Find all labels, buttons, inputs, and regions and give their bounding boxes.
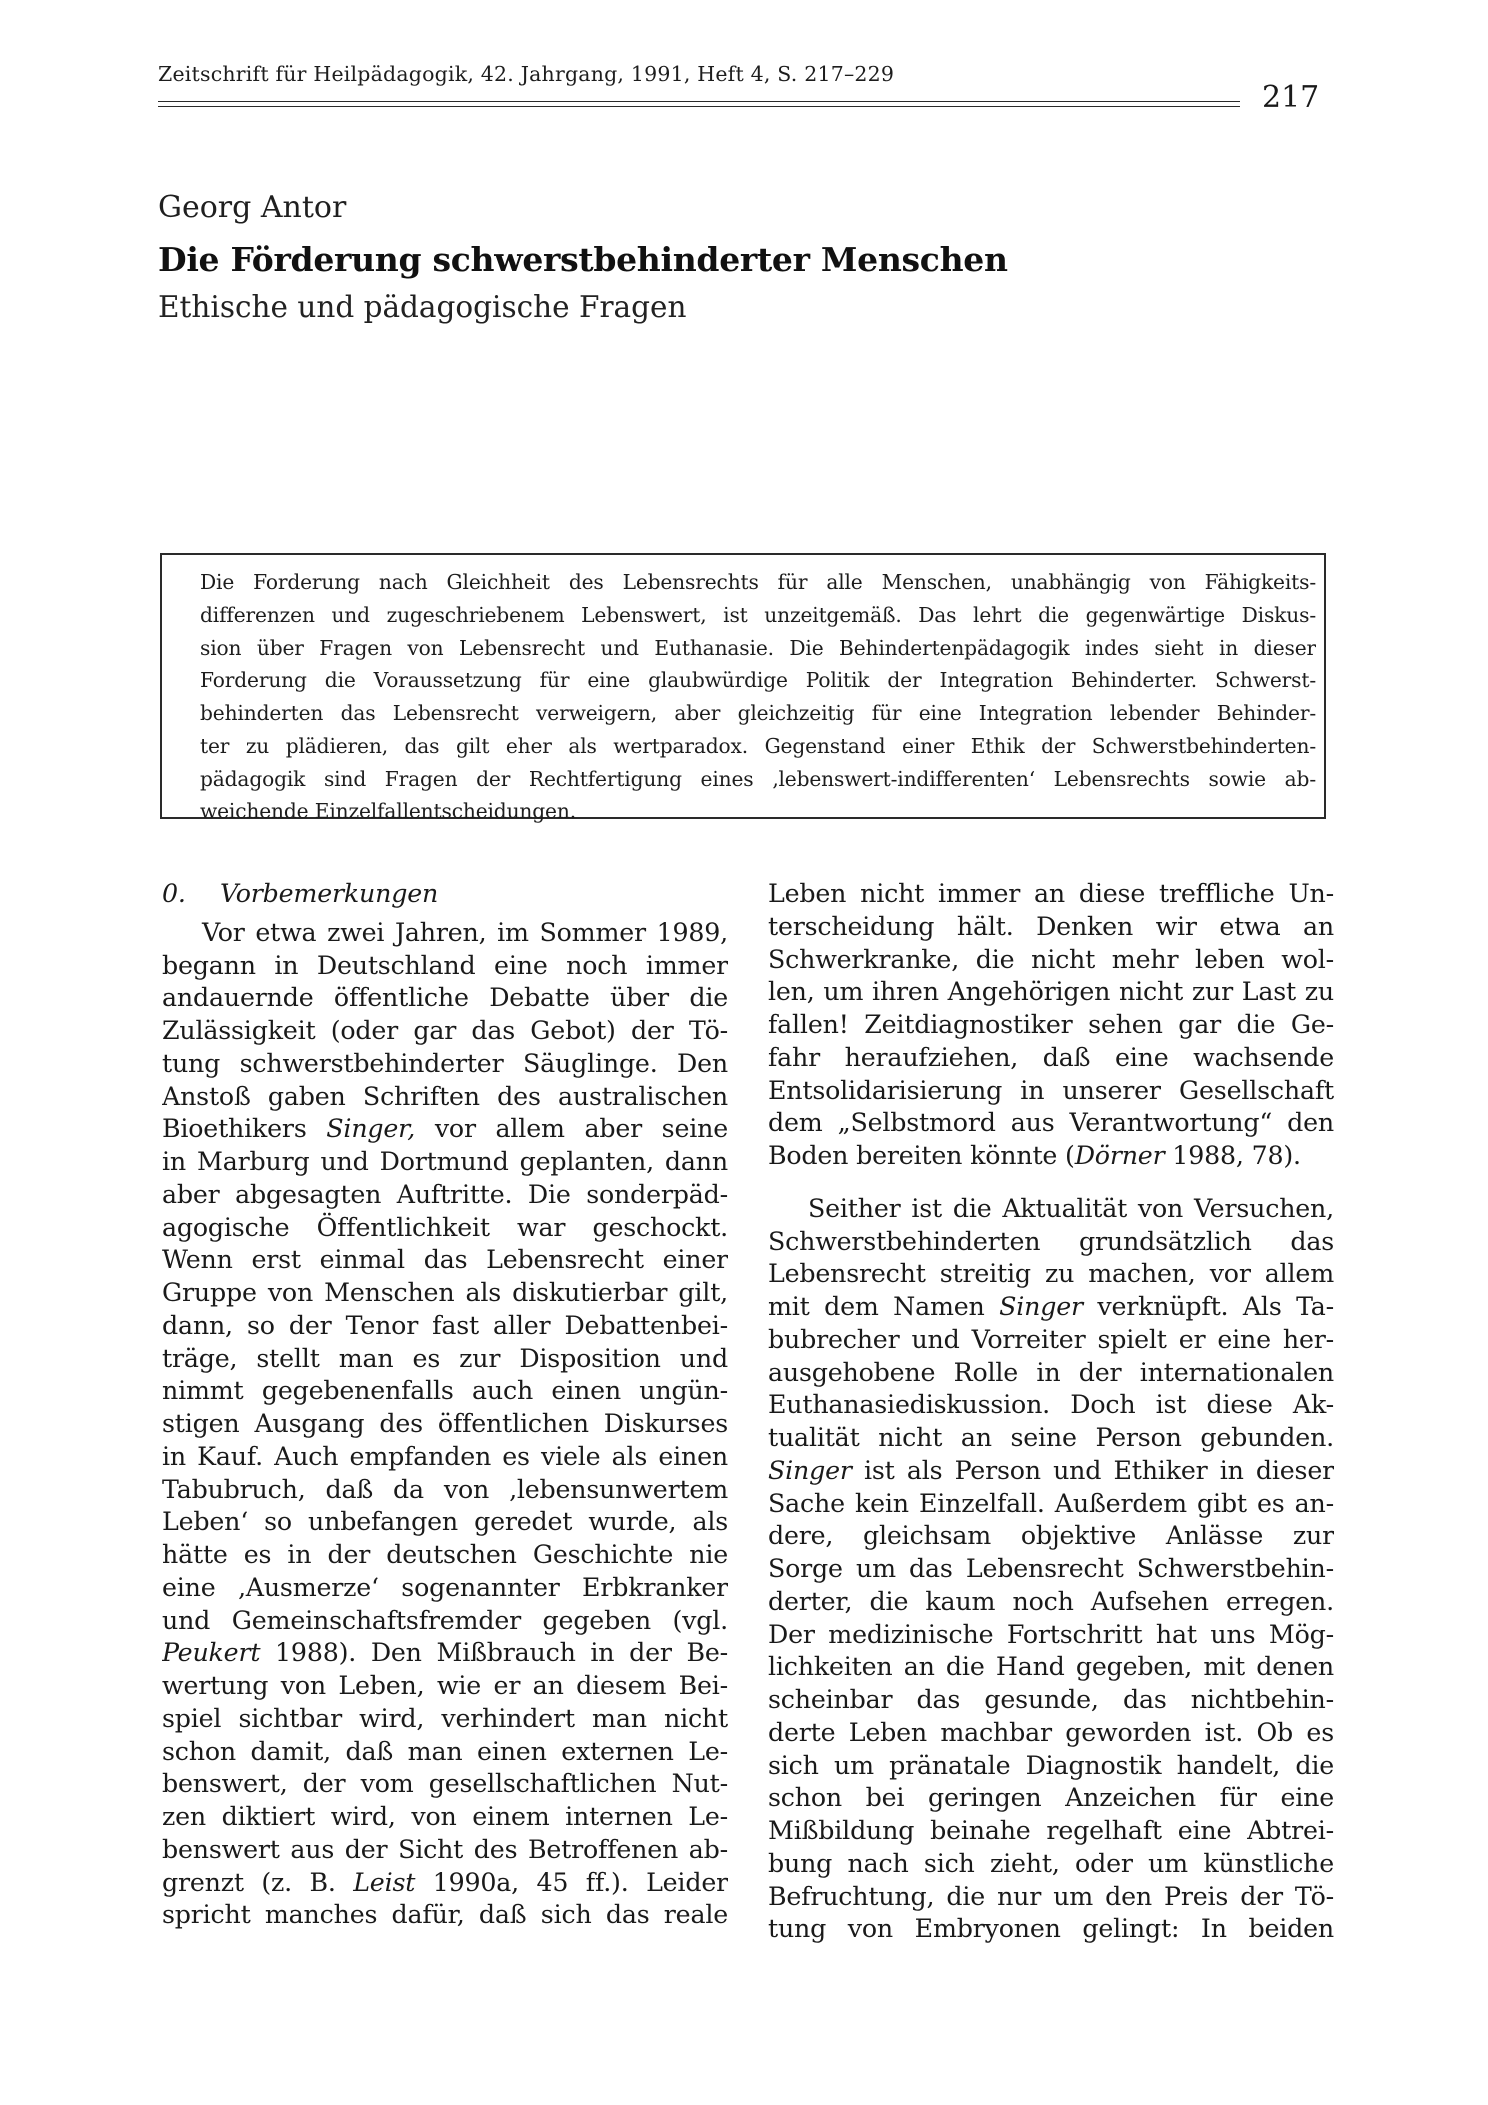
- text-fragment: Bioethikers: [162, 1114, 327, 1144]
- text-fragment: Boden bereiten könnte (: [768, 1141, 1075, 1170]
- abstract-line: ter zu plädieren, das gilt eher als wertparadox. Gegenstand einer Ethik der Schwerstbehinderten-: [200, 733, 1316, 758]
- text-line: zen diktiert wird, von einem internen Le-: [162, 1802, 728, 1831]
- article-title: Die Förderung schwerstbehinderter Menschen: [158, 240, 1008, 279]
- author-citation: Singer: [999, 1292, 1083, 1321]
- text-line: [162, 1113, 728, 1146]
- text-line: bubrecher und Vorreiter spielt er eine her-: [768, 1324, 1334, 1354]
- text-line: derter, die kaum noch Aufsehen erregen.: [768, 1586, 1334, 1616]
- text-line: Leben nicht immer an diese treffliche Un-: [768, 879, 1334, 908]
- text-line: spiel sichtbar wird, verhindert man nicht: [162, 1703, 728, 1733]
- header-rule-bottom: [158, 106, 1240, 107]
- text-fragment: vor allem aber seine: [415, 1114, 728, 1144]
- text-line: in Marburg und Dortmund geplanten, dann: [162, 1147, 728, 1176]
- text-line: [162, 1637, 728, 1670]
- section-heading: [162, 878, 728, 911]
- article-author: Georg Antor: [158, 190, 347, 225]
- text-line: agogische Öffentlichkeit war geschockt.: [162, 1212, 728, 1242]
- abstract-line: sion über Fragen von Lebensrecht und Euthanasie. Die Behindertenpädagogik indes sieht in dieser: [200, 635, 1316, 660]
- text-line: fallen! Zeitdiagnostiker sehen gar die Ge-: [768, 1010, 1334, 1039]
- text-fragment: grenzt (z. B.: [162, 1867, 354, 1897]
- text-line: Tabubruch, daß da von ‚lebensunwertem: [162, 1474, 728, 1504]
- journal-citation: Zeitschrift für Heilpädagogik, 42. Jahrgang, 1991, Heft 4, S. 217–229: [158, 62, 895, 86]
- text-line: derte Leben machbar geworden ist. Ob es: [768, 1717, 1334, 1747]
- text-line: bung nach sich zieht, oder um künstliche: [768, 1848, 1334, 1878]
- text-line: [768, 1455, 1334, 1488]
- text-line: fahr heraufziehen, daß eine wachsende: [768, 1042, 1334, 1072]
- abstract-line: Die Forderung nach Gleichheit des Lebensrechts für alle Menschen, unabhängig von Fähigkeits-: [200, 570, 1316, 594]
- text-line: Seither ist die Aktualität von Versuchen,: [808, 1193, 1334, 1223]
- text-line: terscheidung hält. Denken wir etwa an: [768, 911, 1334, 941]
- article-subtitle: Ethische und pädagogische Fragen: [158, 290, 687, 324]
- text-line: hätte es in der deutschen Geschichte nie: [162, 1540, 728, 1569]
- text-line: Gruppe von Menschen als diskutierbar gilt,: [162, 1278, 728, 1307]
- text-line: [768, 1140, 1334, 1173]
- author-citation: Dörner: [1074, 1141, 1165, 1170]
- header-rule-top: [158, 101, 1240, 102]
- text-line: [768, 1291, 1334, 1324]
- text-line: wertung von Leben, wie er an diesem Bei-: [162, 1671, 728, 1700]
- text-line: dann, so der Tenor fast aller Debattenbei-: [162, 1310, 728, 1340]
- text-line: aber abgesagten Auftritte. Die sonderpäd-: [162, 1179, 728, 1209]
- text-line: schon bei geringen Anzeichen für eine: [768, 1783, 1334, 1813]
- text-line: scheinbar das gesunde, das nichtbehin-: [768, 1685, 1334, 1714]
- text-line: benswert, der vom gesellschaftlichen Nut-: [162, 1769, 728, 1799]
- abstract: [200, 567, 1316, 829]
- text-line: Anstoß gaben Schriften des australischen: [162, 1081, 728, 1111]
- text-line: tualität nicht an seine Person gebunden.: [768, 1423, 1334, 1452]
- text-line: Sache kein Einzelfall. Außerdem gibt es an-: [768, 1488, 1334, 1518]
- text-line: Befruchtung, die nur um den Preis der Tö-: [768, 1881, 1334, 1911]
- author-citation: Peukert: [162, 1638, 261, 1668]
- text-line: ausgehobene Rolle in der internationalen: [768, 1357, 1334, 1387]
- text-line: spricht manches dafür, daß sich das reale: [162, 1900, 728, 1930]
- text-line: dere, gleichsam objektive Anlässe zur: [768, 1521, 1334, 1551]
- text-line: Euthanasiediskussion. Doch ist diese Ak-: [768, 1390, 1334, 1420]
- text-line: Vor etwa zwei Jahren, im Sommer 1989,: [202, 917, 728, 947]
- author-citation: Leist: [353, 1867, 416, 1897]
- text-fragment: 1988). Den Mißbrauch in der Be-: [260, 1638, 728, 1668]
- text-fragment: mit dem Namen: [768, 1292, 1000, 1321]
- text-line: dem „Selbstmord aus Verantwortung“ den: [768, 1108, 1334, 1138]
- text-line: in Kauf. Auch empfanden es viele als einen: [162, 1441, 728, 1471]
- author-citation: Singer,: [326, 1114, 416, 1144]
- text-line: stigen Ausgang des öffentlichen Diskurses: [162, 1409, 728, 1438]
- abstract-line: Forderung die Voraussetzung für eine glaubwürdige Politik der Integration Behinderter. Schwerst-: [200, 668, 1316, 693]
- text-line: tung schwerstbehinderter Säuglinge. Den: [162, 1048, 728, 1078]
- text-line: träge, stellt man es zur Disposition und: [162, 1343, 728, 1373]
- right-column: [768, 878, 1334, 1946]
- page-number: 217: [1262, 80, 1320, 115]
- text-line: Schwerkranke, die nicht mehr leben wol-: [768, 944, 1334, 974]
- abstract-line: behinderten das Lebensrecht verweigern, aber gleichzeitig für eine Integration lebender Behinder-: [200, 701, 1316, 725]
- abstract-line: weichende Einzelfallentscheidungen.: [200, 799, 576, 824]
- text-line: Lebensrecht streitig zu machen, vor allem: [768, 1259, 1334, 1289]
- text-fragment: ist als Person und Ethiker in dieser: [851, 1455, 1334, 1485]
- text-line: und Gemeinschaftsfremder gegeben (vgl.: [162, 1605, 728, 1635]
- text-line: eine ‚Ausmerze‘ sogenannter Erbkranker: [162, 1572, 728, 1602]
- text-line: Mißbildung beinahe regelhaft eine Abtrei-: [768, 1816, 1334, 1845]
- text-line: Zulässigkeit (oder gar das Gebot) der Tö-: [162, 1016, 728, 1045]
- text-line: schon damit, daß man einen externen Le-: [162, 1736, 728, 1766]
- text-line: nimmt gegebenenfalls auch einen ungün-: [162, 1376, 728, 1406]
- text-line: sich um pränatale Diagnostik handelt, die: [768, 1750, 1334, 1780]
- text-line: [162, 1867, 728, 1900]
- text-line: benswert aus der Sicht des Betroffenen ab-: [162, 1834, 728, 1864]
- abstract-line: differenzen und zugeschriebenem Lebenswert, ist unzeitgemäß. Das lehrt die gegenwärtige Diskus-: [200, 602, 1316, 627]
- text-line: begann in Deutschland eine noch immer: [162, 950, 728, 980]
- text-line: Leben‘ so unbefangen geredet wurde, als: [162, 1507, 728, 1537]
- section-title: Vorbemerkungen: [220, 879, 439, 908]
- abstract-line: pädagogik sind Fragen der Rechtfertigung eines ‚lebenswert-indifferenten‘ Lebensrechts sowie ab-: [200, 766, 1316, 791]
- left-column: [162, 878, 728, 1932]
- author-citation: Singer: [768, 1455, 852, 1485]
- text-fragment: 1988, 78).: [1164, 1141, 1301, 1170]
- text-line: Der medizinische Fortschritt hat uns Mög-: [768, 1619, 1334, 1649]
- text-line: tung von Embryonen gelingt: In beiden: [768, 1914, 1334, 1944]
- section-number: 0.: [162, 879, 186, 908]
- paragraph-gap: [768, 1173, 1334, 1193]
- text-line: len, um ihren Angehörigen nicht zur Last zu: [768, 977, 1334, 1007]
- text-line: Entsolidarisierung in unserer Gesellschaft: [768, 1075, 1334, 1105]
- text-fragment: 1990a, 45 ff.). Leider: [415, 1867, 728, 1897]
- text-line: andauernde öffentliche Debatte über die: [162, 983, 728, 1013]
- text-line: Wenn erst einmal das Lebensrecht einer: [162, 1245, 728, 1275]
- text-fragment: verknüpft. Als Ta-: [1082, 1292, 1334, 1321]
- text-line: lichkeiten an die Hand gegeben, mit denen: [768, 1652, 1334, 1682]
- text-line: Sorge um das Lebensrecht Schwerstbehin-: [768, 1554, 1334, 1583]
- text-line: Schwerstbehinderten grundsätzlich das: [768, 1226, 1334, 1256]
